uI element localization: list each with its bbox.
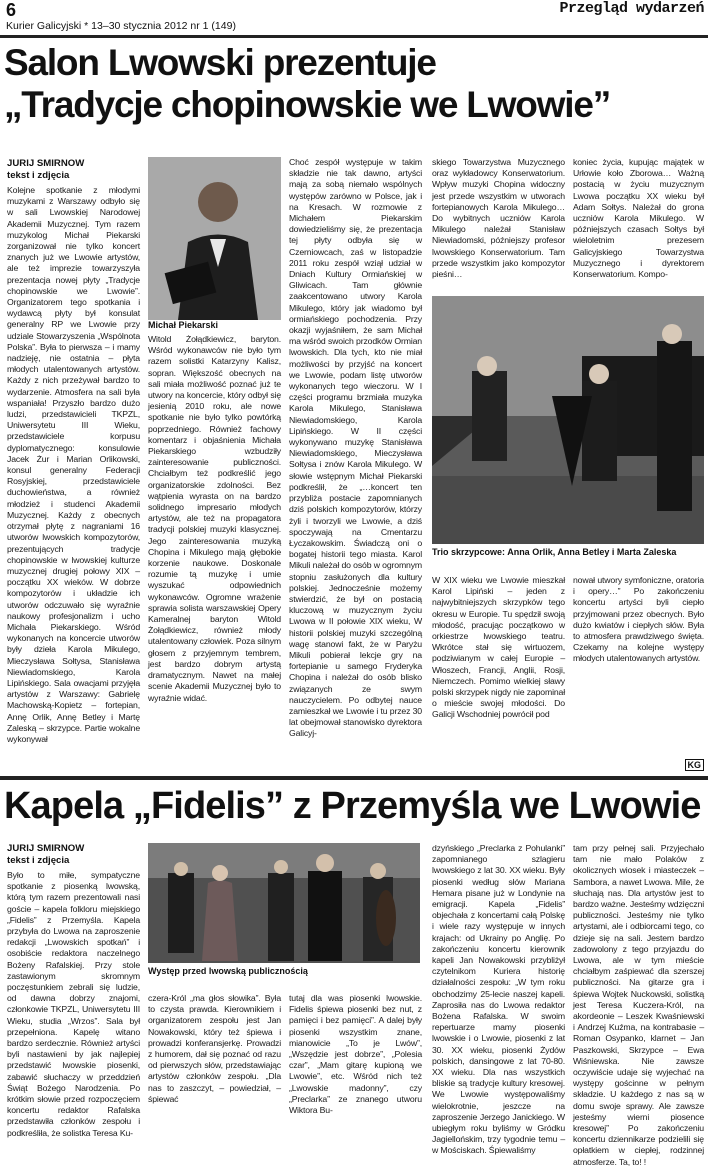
page-number: 6 bbox=[6, 0, 17, 20]
photo-michal-piekarski bbox=[148, 157, 281, 320]
photo-fidelis-band bbox=[148, 843, 420, 963]
kg-logo: KG bbox=[685, 759, 705, 771]
byline-subtitle: tekst i zdjęcia bbox=[7, 855, 70, 866]
photo2-caption: Trio skrzypcowe: Anna Orlik, Anna Betley i Marta Zaleska bbox=[432, 547, 677, 557]
article1-title-line2: „Tradycje chopinowskie we Lwowie” bbox=[4, 84, 611, 125]
author-name: JURIJ SMIRNOW bbox=[7, 158, 85, 169]
section-title: Przegląd wydarzeń bbox=[559, 0, 704, 17]
article2-title: Kapela „Fidelis” z Przemyśla we Lwowie bbox=[4, 785, 701, 827]
article2-column-2: czera-Król „ma głos słowika”. Była to czysta prawda. Kierownikiem i organizatorem zespołu jest Jan Nowakowski, który też śpiewa i prowadzi konferansjerkę. Prowadzi z humorem, dał się poznać od razu od pierwszych słów, przedstawiając artystów członków zespołu. „Dla nas to zaszczyt, – powiedział, – śpiewać bbox=[148, 993, 281, 1104]
article1-byline bbox=[7, 158, 84, 182]
article2-column-4: dzyńskiego „Preclarka z Pohulanki” zapomnianego szlagieru lwowskiego z lat 30. XX wieku. Były piosenki według słów Mariana Hemara pisane już w Londynie na emigracji. Kapela „Fidelis” objechała z koncertami całą Polskę i wiele razy występuje w innych krajach: od Ukrainy po Anglię. Po zakończeniu koncertu kierownik kapeli Jan Nowakowski przybliżył czytelnikom Kuriera historię działalności zespołu: „W tym roku obchodzimy 25-lecie naszej kapeli. Zaprosiła nas do Lwowa redaktor Bożena Rafalska. W swoim repertuarze mamy piosenki lwowskie i o Lwowie, piosenki z lat 30. XX wieku, piosenki Żydów polskich, dansingowe z lat 70-80. XX wieku. Dla nas wszystkich bliskie są tradycje kultury kresowej. We Lwowie występowaliśmy wielokrotnie, jeszcze na zaproszenie Jerzego Janickiego. W ubiegłym roku byliśmy w Gródku Jagiellońskim, trzy tygodnie temu – w Mościskach. Śpiewaliśmy bbox=[432, 843, 565, 1156]
article2-column-1: Było to miłe, sympatyczne spotkanie z piosenką lwowską, którą tym razem prezentowali nasi goście – kapela folkloru miejskiego „Fidelis” z Przemyśla. Kapela przybyła do Lwowa na zaproszenie redakcji „Lwowskich spotkań” i osobiście redaktora naczelnego Bożeny Rafalskiej. Przy stole zastawionym skromnym poczęstunkiem zebrali się ludzie, od dawna dobrzy znajomi, członkowie TKPZL, Uniwersytetu III Wieku, studia „Wrzos”. Sala był przepełniona. Kapelę witano bardzo serdecznie. Również artyści byli nastawieni by jak najlepiej przedstawić lwowskie piosenki, zabawić słuchaczy w przeddzień Świąt Bożego Narodzenia. Po krótkim słowie przed rozpoczęciem koncertu redaktor Rafalska przedstawiła członków zespołu i podkreśliła, że solistka Teresa Ku- bbox=[7, 870, 140, 1138]
article1-column-3: Choć zespół występuje w takim składzie nie tak dawno, artyści mają za sobą niemało wspólnych występów zarówno w Polsce, jak i na Kresach. W rozmowie z Michałem Piekarskim dowiedzieliśmy się, że prezentacja tej płyty odbyła się w Czerniowcach, zaś w listopadzie 2011 roku zespół wziął udział w Dniach Kultury Ormiańskiej w Gliwicach. Tam głównie zaakcentowano utwory Karola Mikulego, który jak wiadomo był ormiańskiego pochodzenia. Przy okazji wyjaśniłem, że sam Michał ma wśród swoich przodków Ormian lwowskich. Dla tych, kto nie miał możliwości by przyjść na koncert we Lwowie, podam listę utworów wykonanych tego wieczoru. W I części programu brzmiała muzyka Karola Mikulego, Stanisława Niewiadomskiego, Karola Lipińskiego. W II części wykonywano muzykę Stanisława Niewiadomskiego, Mieczysława Sołtysa i znów Karola Mikulego. W słowie wstępnym Michał Piekarski podkreślił, że „…koncert ten przybliża postacie zapomnianych dziś polskich kompozytorów, którzy żyli i tworzyli we Lwowie, a dziś spoczywają na Cmentarzu Łyczakowskim. Świadczą oni o bogatej historii tego miasta. Karol Mikuli należał do osób w ogromnym stopniu zasłużonych dla kultury polskiej. Jednocześnie możemy stwierdzić, że był on postacią kluczową w muzycznym życiu Lwowa w II połowie XIX wieku, W historii polskiej muzyki szczególną wagę stanowi fakt, że w Paryżu Mikuli pobierał lekcje gry na fortepianie u samego Fryderyka Chopina i należał do osób blisko związanych ze swym nauczycielem. Po odbytej nauce zamieszkał we Lwowie i tu przez 30 lat obejmował stanowisko dyrektora Galicyj- bbox=[289, 157, 422, 739]
header-rule bbox=[0, 35, 708, 38]
band-photo-illustration bbox=[148, 843, 420, 963]
article1-title-line1: Salon Lwowski prezentuje bbox=[4, 42, 436, 83]
article1-column-5: koniec życia, kupując majątek w Urłowie koło Zborowa… Ważną postacią w życiu muzycznym Lwowa początku XX wieku był Adam Sołtys. Należał do grona uczniów Karola Mikulego. W późniejszych czasach Sołtys był wieloletnim prezesem Galicyjskiego Towarzystwa Muzycznego i dyrektorem Konserwatorium. Kompo- bbox=[573, 157, 704, 280]
photo3-caption: Występ przed lwowską publicznością bbox=[148, 966, 308, 976]
photo-violin-trio bbox=[432, 296, 704, 544]
article1-title bbox=[4, 42, 704, 126]
issue-info: Kurier Galicyjski * 13–30 stycznia 2012 nr 1 (149) bbox=[6, 20, 236, 32]
article-divider bbox=[0, 776, 708, 780]
article2-byline bbox=[7, 843, 84, 867]
photo1-caption: Michał Piekarski bbox=[148, 320, 219, 330]
trio-photo-illustration bbox=[432, 296, 704, 544]
article1-column-6: W XIX wieku we Lwowie mieszkał Karol Lipiński – jeden z najwybitniejszych skrzypków tego okresu w Europie. Tu spędził swoją młodość, pracując początkowo w orkiestrze lwowskiego teatru. Wkrótce stał się wirtuozem, podziwianym w całej Europie – Włoszech, Francji, Anglii, Rosji, Niemczech. Pomimo wielkiej sławy polski skrzypek nigdy nie zapominał o mieście swojej młodości. Do Galicji Wschodniej powrócił pod bbox=[432, 575, 565, 720]
article1-column-1: Kolejne spotkanie z młodymi muzykami z Warszawy odbyło się w sali Lwowskiej Narodowej Akademii Muzycznej. Tym razem muzykolog Michał Piekarski zorganizował nie tylko koncert znanych już we Lwowie artystów, ale też imprezie towarzyszyła prezentacja nowej płyty „Tradycje chopinowskie we Lwowie”. Organizatorem tego spotkania i wydawcą płyty był konsulat generalny RP we Lwowie przy udziale Stowarzyszenia „Wspólnota Polska”. Była to pierwsza – i mamy nadzieję, nie ostatnia – płyta młodych utalentowanych artystów. Każdy z nich przeżywał bardzo to wydarzenie. Atmosfera na sali była wspaniała! Przyszło bardzo dużo ludzi, przedstawicieli TKPZL, Uniwersytetu III Wieku, przedstawiciele korpusu dyplomatycznego: konsulowie Jacek Żur i Marian Orlikowski, konsul generalny Federacji Rosyjskiej, przedstawiciele duchowieństwa, a również młodzież i studenci Akademii Muzycznej. Każdy z obecnych otrzymał płytę z nagraniami 16 utworów lwowskich kompozytorów, prezentujących tradycje chopinowskie w lwowskiej kulturze muzycznej drugiej połowy XIX – początku XX wieków. W dobrze kompozytorów i układzie ich utworów odczuwało się wyraźnie naukowy profesjonalizm i ucho Michała Piekarskiego. Wśród wykonanych na koncercie utworów były dzieła Karola Mikulego, Mieczysława Sołtysa, Stanisława Niewiadomskiego, Karola Lipińskiego. Sala owacjami przyjęła artystów z Warszawy: Gabrielę Machowską-Kopietz – fortepian, Annę Orlik, Annę Betley i Martę Zaleską – skrzypce. Partie wokalne wykonywał bbox=[7, 185, 140, 744]
person-photo-illustration bbox=[148, 157, 281, 320]
article1-column-2: Witold Żołądkiewicz, baryton. Wśród wykonawców nie było tym razem solistki Katarzyny Kalisz, sopran. Większość obecnych na sali miała możliwość poznać już te utwory na koncercie, który odbył się jesienią 2010 roku, ale nowe spotkanie nie było tylko powtórką poprzedniego. Również fachowy komentarz i objaśnienia Michała Piekarskiego wzbudziły zainteresowanie publiczności. Chciałbym też podkreślić jego organizatorskie zdolności. Bez wątpienia wyrasta on na bardzo solidnego impresario młodych artystów, ale też na propagatora tradycji polskiej muzyki klasycznej. Jego zainteresowania muzyką Chopina i Mikulego mają głębokie korzenie naukowe. Doskonale rozumie tą muzykę i umie wyszukać odpowiednich wykonawców. Ogromne wrażenie sprawia solista warszawskiej Opery Kameralnej baryton Witold Żołądkiewicz, również młody utalentowany człowiek. Poza silnym głosem z przyjemnym tembrem, jest bardzo dobrym artystą dramatycznym. Nawet na małej scenie Akademii Muzycznej było to wyraźnie widać. bbox=[148, 334, 281, 703]
byline-subtitle: tekst i zdjęcia bbox=[7, 170, 70, 181]
article2-column-3: tutaj dla was piosenki lwowskie. Fidelis śpiewa piosenki bez nut, z pamięci i bez pamięci”. A dalej były piosenki wszystkim znane, mianowicie „To je Lwów”, „Wszędzie jest dobrze”, „Polesia czar”, „Mam gitarę kupioną we Lwowie”, etc. Wśród nich też „Lwowskie madonny”, czy „Preclarka” ze znanego utworu Wiktora Bu- bbox=[289, 993, 422, 1116]
author-name: JURIJ SMIRNOW bbox=[7, 843, 85, 854]
article2-column-5: tam przy pełnej sali. Przyjechało tam nie mało Polaków z okolicznych wiosek i miasteczek – Sambora, a nawet Lwowa. Mile, że słuchają nas. Dla artystów jest to bardzo ważne. Jesteśmy wdzięczni publiczności. Jesteśmy nie tylko artystami, ale i odbiorcami tego, co dzieje się na sali. Jestem bardzo zadowolony z tego przyjazdu do Lwowa, ale w tym mieście chciałbym zaśpiewać dla szerszej publiczności. Na gitarze gra i śpiewa Wojtek Nuckowski, solistką jest Teresa Kuczera-Król, na akordeonie – Leszek Kwaśniewski i Andrzej Kuźma, na kontrabasie – Roman Osypanko, klarnet – Jan Paszkowski, Skrzypce – Ewa Wiśniewska. Nie zawsze oczywiście udaje się wyjechać na występy gościnne w pełnym składzie. U każdego z nas są w domu swoje sprawy. Ale zawsze jesteśmy wierni piosence kresowej” Po zakończeniu koncertu dziennikarze podzielili się opłatkiem w ciepłej, rodzinnej atmosferze. Ta, to! ! bbox=[573, 843, 704, 1167]
article1-column-7: nował utwory symfoniczne, oratoria i opery…” Po zakończeniu koncertu artyści byli ciepło przyjmowani przez obecnych. Było dużo kwiatów i ciepłych słów. Była to atmosfera prawdziwego święta. Czekamy na kolejne występy młodych utalentowanych artystów. bbox=[573, 575, 704, 664]
article1-column-4: skiego Towarzystwa Muzycznego oraz wykładowcy Konserwatorium. Wpływ muzyki Chopina widoczny jest przede wszystkim w utworach fortepianowych Karola Mikulego… Do wybitnych uczniów Karola Mikulego należał Stanisław Niewiadomski, późniejszy profesor lwowskiego Konserwatorium. Tam przede wszystkim jako kompozytor pieśni… bbox=[432, 157, 565, 280]
